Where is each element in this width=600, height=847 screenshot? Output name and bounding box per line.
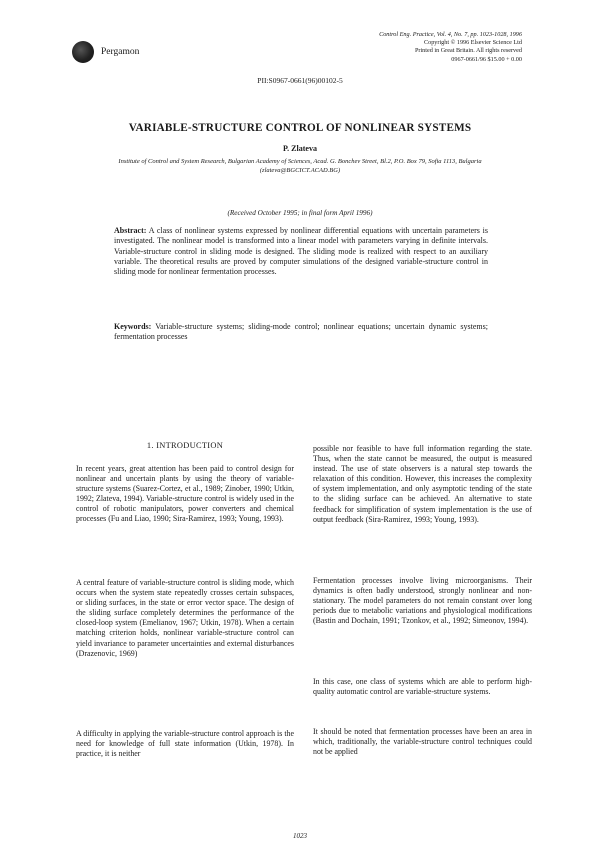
pii-code: PII:S0967-0661(96)00102-5 [257,76,343,85]
author-name: P. Zlateva [283,144,317,153]
journal-line: Copyright © 1996 Elsevier Science Ltd [423,39,522,47]
body-paragraph: In recent years, great attention has been paid to control design for nonlinear and uncertain plants by using the theory of variable-structure systems (Suarez-Cortez, et al., 1989; Zinober, 1990; Utkin, 1992; Zlateva, 1994). Variable-structure control is widely used in the control of robotic manipulators, power converters and chemical processes (Fu and Liao, 1990; Sira-Ramirez, 1993; Young, 1993). [76,464,294,524]
page-number: 1023 [293,832,307,840]
pergamon-logo-icon [72,41,94,63]
section-heading: 1. INTRODUCTION [146,441,224,450]
journal-citation [262,31,522,64]
body-paragraph: Fermentation processes involve living microorganisms. Their dynamics is often badly understood, strongly nonlinear and non-stationary. The model parameters do not remain constant over long periods due to metabolic variations and physiological modifications (Bastin and Dochain, 1991; Tzonkov, et al., 1992; Simeonov, 1994). [313,576,532,626]
abstract-text: A class of nonlinear systems expressed by nonlinear differential equations with uncertain parameters is investigated. The nonlinear model is transformed into a linear model with parameters varying in definite intervals. Variable-structure control in sliding mode is designed. The sliding mode is realized with respect to an auxiliary variable. The theoretical results are proved by computer simulations of the designed variable-structure control in sliding mode for nonlinear fermentation processes. [114,226,489,277]
author-affiliation: Institute of Control and System Research, Bulgarian Academy of Sciences, Acad. G. Bonchev Street, Bl.2, P.O. Box 79, Sofia 1113, Bulgaria (zlateva@BGCICT.ACAD.BG) [118,158,482,174]
body-paragraph: A central feature of variable-structure control is sliding mode, which occurs when the system state repeatedly crosses certain subspaces, or sliding surfaces, in the state or error vector space. The design of the sliding surface completely determines the performance of the closed-loop system (Emelianov, 1967; Utkin, 1978). When a certain matching criterion holds, nonlinear variable-structure control can yield invariance to parameter uncertainties and external disturbances (Drazenovic, 1969) [76,578,294,658]
body-paragraph: It should be noted that fermentation processes have been an area in which, traditionally, the variable-structure control techniques could not be applied [313,727,532,757]
abstract-label: Abstract: [114,226,147,235]
abstract [114,226,488,277]
journal-line: Control Eng. Practice, Vol. 4, No. 7, pp. 1023-1028, 1996 [379,31,522,38]
journal-line: 0967-0661/96 $15.00 + 0.00 [451,55,522,63]
paper-title: VARIABLE-STRUCTURE CONTROL OF NONLINEAR SYSTEMS [128,122,472,134]
keywords-label: Keywords: [114,322,152,331]
body-paragraph: In this case, one class of systems which are able to perform high-quality automatic control are variable-structure systems. [313,677,532,697]
body-paragraph: possible nor feasible to have full information regarding the state. Thus, when the state cannot be measured, the output is measured instead. The use of state observers is a natural step towards the relaxation of this condition. However, this increases the complexity of system implementation, and only asymptotic tending of the state to the sliding surface can be achieved. An alternative to state feedback for simplification of system implementation is the use of output feedback (Sira-Ramirez, 1993; Young, 1993). [313,444,532,524]
body-paragraph: A difficulty in applying the variable-structure control approach is the need for knowledge of full state information (Utkin, 1978). In practice, it is neither [76,729,294,759]
publisher-name: Pergamon [101,47,140,57]
journal-line: Printed in Great Britain. All rights reserved [414,47,522,55]
keywords [114,322,488,343]
received-dates: (Received October 1995; in final form April 1996) [227,209,373,217]
keywords-text: Variable-structure systems; sliding-mode control; nonlinear equations; uncertain dynamic systems; fermentation processes [114,322,488,342]
